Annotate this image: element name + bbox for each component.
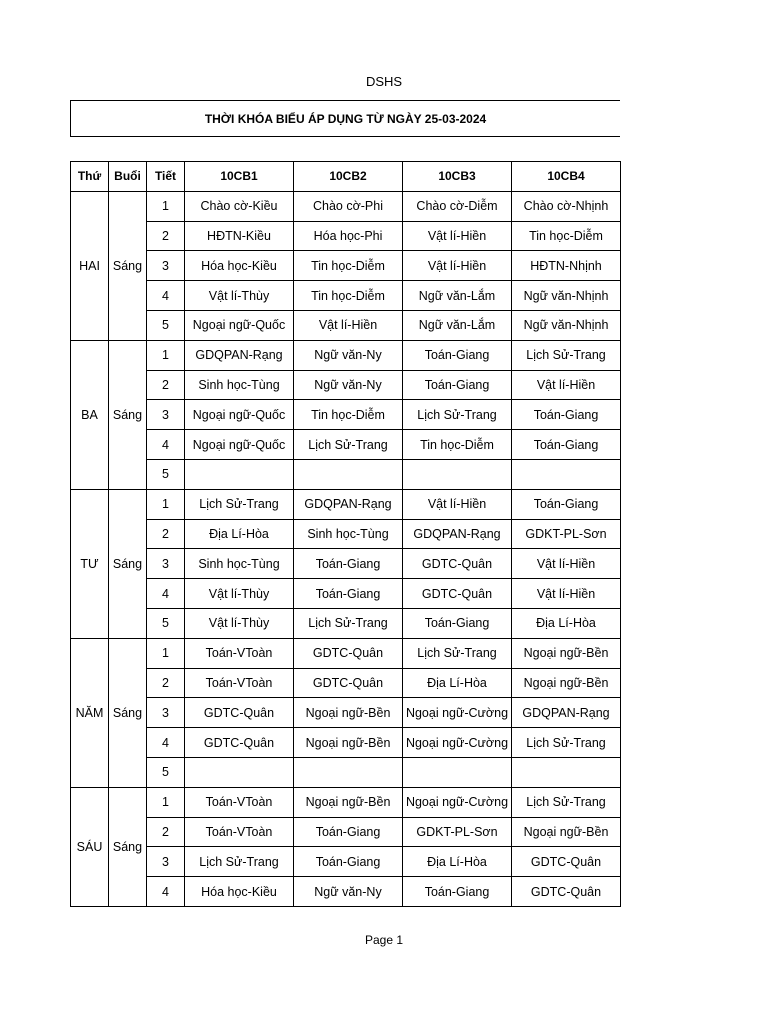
period-cell: 5 — [147, 310, 185, 340]
subject-cell: Tin học-Diễm — [294, 400, 403, 430]
period-cell: 4 — [147, 877, 185, 907]
period-cell: 3 — [147, 549, 185, 579]
table-row — [71, 340, 621, 370]
subject-cell — [512, 757, 621, 787]
subject-cell: Toán-Giang — [294, 817, 403, 847]
subject-cell: Chào cờ-Kiều — [185, 191, 294, 221]
subject-cell: GDTC-Quân — [512, 847, 621, 877]
period-cell: 4 — [147, 281, 185, 311]
subject-cell: Ngữ văn-Ny — [294, 370, 403, 400]
table-row — [71, 817, 621, 847]
subject-cell: Lịch Sử-Trang — [185, 489, 294, 519]
subject-cell: Ngoại ngữ-Quốc — [185, 400, 294, 430]
table-row — [71, 310, 621, 340]
table-row — [71, 489, 621, 519]
subject-cell: Vật lí-Hiền — [294, 310, 403, 340]
subject-cell: Địa Lí-Hòa — [185, 519, 294, 549]
subject-cell: GDTC-Quân — [294, 638, 403, 668]
col-header-10cb4: 10CB4 — [512, 162, 621, 192]
subject-cell: Vật lí-Hiền — [403, 221, 512, 251]
table-row — [71, 281, 621, 311]
subject-cell: GDTC-Quân — [403, 579, 512, 609]
subject-cell: Ngoại ngữ-Cường — [403, 698, 512, 728]
subject-cell: Địa Lí-Hòa — [403, 668, 512, 698]
period-cell: 3 — [147, 698, 185, 728]
subject-cell: Toán-Giang — [512, 400, 621, 430]
subject-cell: Sinh học-Tùng — [185, 549, 294, 579]
subject-cell: Toán-Giang — [294, 579, 403, 609]
subject-cell: Toán-Giang — [403, 370, 512, 400]
subject-cell: Ngữ văn-Ny — [294, 877, 403, 907]
col-header-10cb3: 10CB3 — [403, 162, 512, 192]
period-cell: 2 — [147, 668, 185, 698]
subject-cell: Vật lí-Hiền — [403, 251, 512, 281]
col-header-10cb2: 10CB2 — [294, 162, 403, 192]
subject-cell: Ngoại ngữ-Bền — [294, 787, 403, 817]
subject-cell — [185, 459, 294, 489]
table-row — [71, 728, 621, 758]
subject-cell: GDTC-Quân — [294, 668, 403, 698]
subject-cell: Lịch Sử-Trang — [294, 430, 403, 460]
subject-cell: Vật lí-Thùy — [185, 579, 294, 609]
subject-cell: GDTC-Quân — [185, 698, 294, 728]
subject-cell: GDTC-Quân — [512, 877, 621, 907]
subject-cell: Lịch Sử-Trang — [512, 728, 621, 758]
period-cell: 1 — [147, 638, 185, 668]
period-cell: 4 — [147, 579, 185, 609]
table-row — [71, 519, 621, 549]
subject-cell: GDTC-Quân — [185, 728, 294, 758]
period-cell: 3 — [147, 847, 185, 877]
day-cell: TƯ — [71, 489, 109, 638]
table-row — [71, 221, 621, 251]
subject-cell: Vật lí-Thùy — [185, 281, 294, 311]
col-header-10cb1: 10CB1 — [185, 162, 294, 192]
session-cell: Sáng — [109, 191, 147, 340]
sheet-header: DSHS — [365, 74, 403, 89]
table-row — [71, 757, 621, 787]
table-row — [71, 579, 621, 609]
subject-cell: Lịch Sử-Trang — [403, 638, 512, 668]
subject-cell: Hóa học-Kiều — [185, 251, 294, 281]
subject-cell: Sinh học-Tùng — [294, 519, 403, 549]
subject-cell: Toán-Giang — [294, 847, 403, 877]
subject-cell: Lịch Sử-Trang — [512, 787, 621, 817]
timetable-title — [70, 100, 620, 137]
subject-cell: Ngoại ngữ-Quốc — [185, 430, 294, 460]
subject-cell: Toán-Giang — [294, 549, 403, 579]
session-cell: Sáng — [109, 787, 147, 906]
subject-cell: Ngữ văn-Nhịnh — [512, 310, 621, 340]
session-cell: Sáng — [109, 489, 147, 638]
timetable — [70, 161, 621, 907]
subject-cell — [403, 459, 512, 489]
subject-cell: Toán-VToàn — [185, 638, 294, 668]
subject-cell: GDKT-PL-Sơn — [403, 817, 512, 847]
subject-cell — [403, 757, 512, 787]
period-cell: 1 — [147, 787, 185, 817]
subject-cell: Chào cờ-Phi — [294, 191, 403, 221]
table-row — [71, 549, 621, 579]
table-row — [71, 400, 621, 430]
subject-cell: GDTC-Quân — [403, 549, 512, 579]
period-cell: 5 — [147, 757, 185, 787]
session-cell: Sáng — [109, 340, 147, 489]
table-row — [71, 191, 621, 221]
subject-cell: Vật lí-Hiền — [403, 489, 512, 519]
subject-cell: Lịch Sử-Trang — [512, 340, 621, 370]
subject-cell: Vật lí-Thùy — [185, 608, 294, 638]
subject-cell: HĐTN-Kiều — [185, 221, 294, 251]
subject-cell: Ngoại ngữ-Quốc — [185, 310, 294, 340]
subject-cell: Tin học-Diễm — [512, 221, 621, 251]
subject-cell: Vật lí-Hiền — [512, 579, 621, 609]
subject-cell: GDKT-PL-Sơn — [512, 519, 621, 549]
subject-cell — [294, 757, 403, 787]
subject-cell: Ngoại ngữ-Bền — [294, 698, 403, 728]
subject-cell: Ngoại ngữ-Bền — [294, 728, 403, 758]
subject-cell: Toán-Giang — [403, 877, 512, 907]
subject-cell: Lịch Sử-Trang — [294, 608, 403, 638]
period-cell: 2 — [147, 221, 185, 251]
subject-cell: Sinh học-Tùng — [185, 370, 294, 400]
subject-cell: Ngữ văn-Lắm — [403, 310, 512, 340]
col-header-tiet: Tiết — [147, 162, 185, 192]
period-cell: 4 — [147, 430, 185, 460]
period-cell: 3 — [147, 400, 185, 430]
table-row — [71, 847, 621, 877]
subject-cell: Địa Lí-Hòa — [403, 847, 512, 877]
subject-cell — [185, 757, 294, 787]
page-number: Page 1 — [364, 933, 404, 947]
subject-cell — [512, 459, 621, 489]
subject-cell: Hóa học-Phi — [294, 221, 403, 251]
subject-cell: Toán-Giang — [403, 608, 512, 638]
subject-cell: Lịch Sử-Trang — [403, 400, 512, 430]
subject-cell: Toán-Giang — [403, 340, 512, 370]
subject-cell: Ngữ văn-Lắm — [403, 281, 512, 311]
period-cell: 1 — [147, 191, 185, 221]
col-header-thu: Thứ — [71, 162, 109, 192]
subject-cell: Chào cờ-Nhịnh — [512, 191, 621, 221]
subject-cell: Hóa học-Kiều — [185, 877, 294, 907]
subject-cell: Tin học-Diễm — [294, 281, 403, 311]
subject-cell: Toán-VToàn — [185, 787, 294, 817]
table-row — [71, 251, 621, 281]
header-row — [71, 162, 621, 192]
subject-cell: GDQPAN-Rạng — [403, 519, 512, 549]
title-text: THỜI KHÓA BIỂU ÁP DỤNG TỪ NGÀY 25-03-2024 — [204, 111, 487, 126]
subject-cell: Tin học-Diễm — [294, 251, 403, 281]
table-row — [71, 370, 621, 400]
subject-cell: Tin học-Diễm — [403, 430, 512, 460]
day-cell: HAI — [71, 191, 109, 340]
table-row — [71, 608, 621, 638]
subject-cell: Chào cờ-Diễm — [403, 191, 512, 221]
period-cell: 2 — [147, 817, 185, 847]
table-row — [71, 638, 621, 668]
subject-cell: Toán-VToàn — [185, 817, 294, 847]
period-cell: 1 — [147, 340, 185, 370]
table-row — [71, 787, 621, 817]
period-cell: 2 — [147, 370, 185, 400]
subject-cell: Ngữ văn-Ny — [294, 340, 403, 370]
day-cell: NĂM — [71, 638, 109, 787]
day-cell: BA — [71, 340, 109, 489]
table-row — [71, 877, 621, 907]
period-cell: 4 — [147, 728, 185, 758]
subject-cell: Địa Lí-Hòa — [512, 608, 621, 638]
subject-cell: Ngữ văn-Nhịnh — [512, 281, 621, 311]
session-cell: Sáng — [109, 638, 147, 787]
subject-cell: GDQPAN-Rạng — [185, 340, 294, 370]
subject-cell: Ngoại ngữ-Bền — [512, 668, 621, 698]
day-cell: SÁU — [71, 787, 109, 906]
timetable-body — [71, 191, 621, 906]
subject-cell: Vật lí-Hiền — [512, 549, 621, 579]
subject-cell: HĐTN-Nhịnh — [512, 251, 621, 281]
subject-cell: Ngoại ngữ-Cường — [403, 728, 512, 758]
subject-cell: Vật lí-Hiền — [512, 370, 621, 400]
table-row — [71, 430, 621, 460]
subject-cell: Toán-Giang — [512, 489, 621, 519]
period-cell: 2 — [147, 519, 185, 549]
subject-cell: Ngoại ngữ-Cường — [403, 787, 512, 817]
subject-cell: GDQPAN-Rạng — [512, 698, 621, 728]
period-cell: 1 — [147, 489, 185, 519]
subject-cell: Toán-Giang — [512, 430, 621, 460]
subject-cell — [294, 459, 403, 489]
subject-cell: Ngoại ngữ-Bền — [512, 817, 621, 847]
period-cell: 5 — [147, 459, 185, 489]
table-row — [71, 459, 621, 489]
period-cell: 3 — [147, 251, 185, 281]
subject-cell: Ngoại ngữ-Bền — [512, 638, 621, 668]
table-row — [71, 668, 621, 698]
subject-cell: Lịch Sử-Trang — [185, 847, 294, 877]
subject-cell: Toán-VToàn — [185, 668, 294, 698]
table-row — [71, 698, 621, 728]
subject-cell: GDQPAN-Rạng — [294, 489, 403, 519]
period-cell: 5 — [147, 608, 185, 638]
col-header-buoi: Buổi — [109, 162, 147, 192]
